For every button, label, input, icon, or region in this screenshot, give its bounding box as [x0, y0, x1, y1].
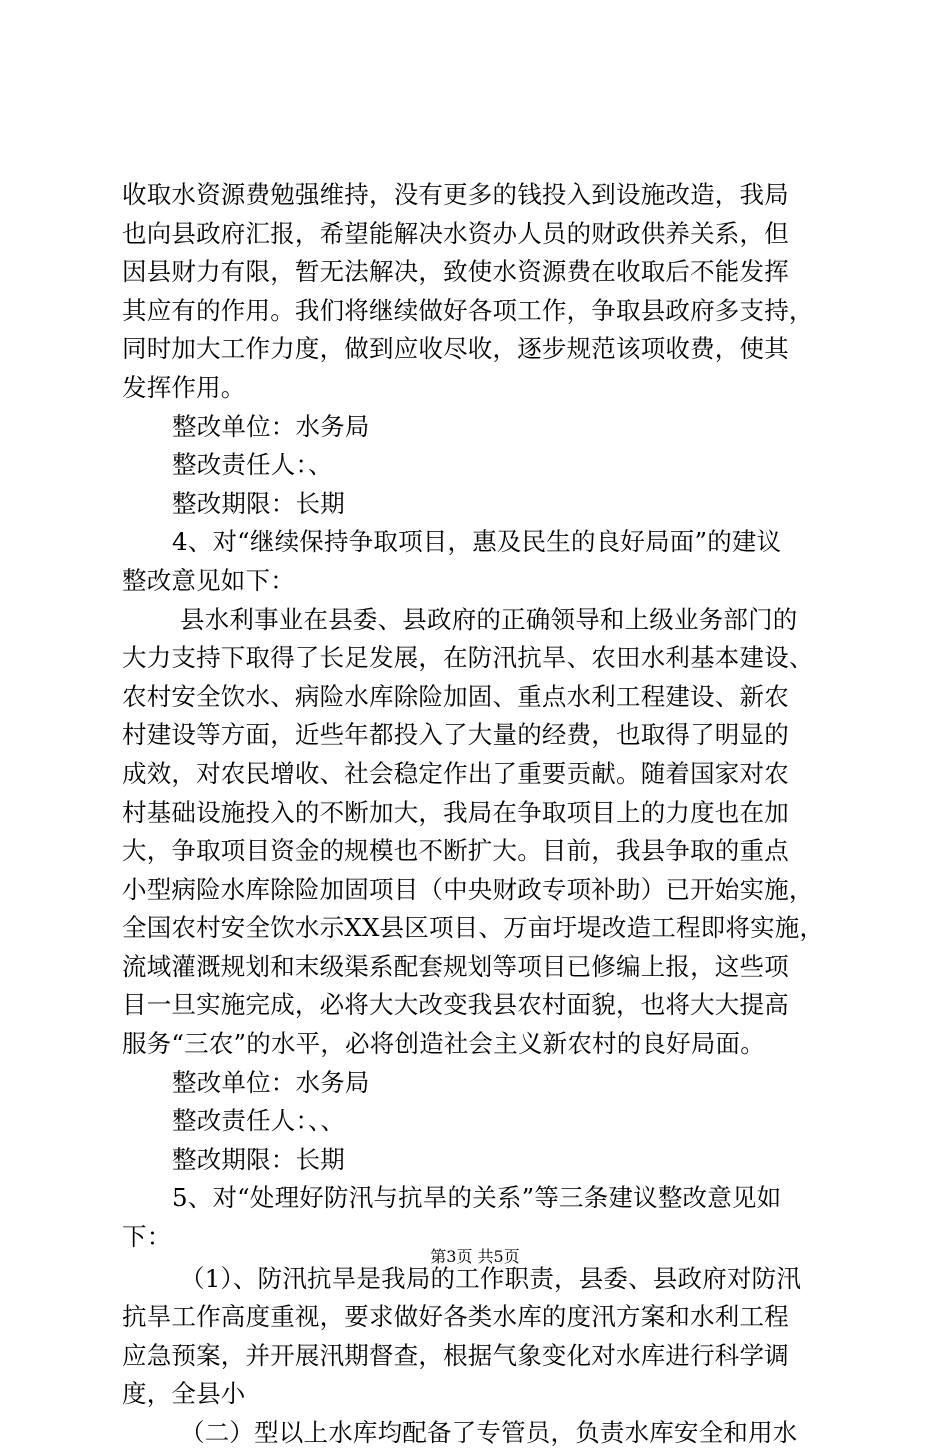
paragraph-line: 抗旱工作高度重视，要求做好各类水库的度汛方案和水利工程	[122, 1302, 789, 1332]
paragraph-line: 发挥作用。	[122, 372, 246, 402]
paragraph-line: 收取水资源费勉强维持，没有更多的钱投入到设施改造，我局	[122, 180, 789, 209]
rectification-unit: 整改单位：水务局	[172, 1067, 370, 1097]
page-footer: 第3页 共5页	[430, 1247, 520, 1266]
paragraph-line: 县水利事业在县委、县政府的正确领导和上级业务部门的	[180, 604, 798, 634]
paragraph-line: 小型病险水库除险加固项目（中央财政专项补助）已开始实施，	[122, 874, 814, 904]
paragraph-line: 大力支持下取得了长足发展，在防汛抗旱、农田水利基本建设、	[122, 643, 814, 673]
paragraph-line: 全国农村安全饮水示XX县区项目、万亩圩堤改造工程即将实施，	[122, 913, 825, 943]
paragraph-line: 村建设等方面，近些年都投入了大量的经费，也取得了明显的	[122, 720, 789, 750]
paragraph-line: 也向县政府汇报，希望能解决水资办人员的财政供养关系，但	[122, 218, 789, 248]
paragraph-line: 应急预案，并开展汛期督查，根据气象变化对水库进行科学调	[122, 1340, 789, 1370]
section-heading-continued: 下：	[122, 1222, 172, 1252]
rectification-deadline: 整改期限：长期	[172, 1144, 345, 1174]
paragraph-line: 服务“三农”的水平，必将创造社会主义新农村的良好局面。	[122, 1029, 765, 1059]
paragraph-line: （1）、防汛抗旱是我局的工作职责，县委、县政府对防汛	[180, 1263, 802, 1293]
paragraph-line: 因县财力有限，暂无法解决，致使水资源费在收取后不能发挥	[122, 257, 789, 287]
paragraph-line: 度，全县小	[122, 1379, 246, 1409]
rectification-unit: 整改单位：水务局	[172, 411, 370, 441]
section-heading-continued: 整改意见如下：	[122, 565, 295, 595]
paragraph-line: 农村安全饮水、病险水库除险加固、重点水利工程建设、新农	[122, 681, 789, 711]
paragraph-line: （二）型以上水库均配备了专管员，负责水库安全和用水	[180, 1418, 798, 1447]
paragraph-line: 其应有的作用。我们将继续做好各项工作，争取县政府多支持，	[122, 295, 814, 325]
paragraph-line: 目一旦实施完成，必将大大改变我县农村面貌，也将大大提高	[122, 990, 789, 1020]
rectification-responsible: 整改责任人：、、	[172, 1106, 346, 1136]
section-heading: 4、对“继续保持争取项目，惠及民生的良好局面”的建议	[172, 527, 782, 557]
section-heading: 5、对“处理好防汛与抗旱的关系”等三条建议整改意见如	[172, 1183, 782, 1213]
paragraph-line: 大，争取项目资金的规模也不断扩大。目前，我县争取的重点	[122, 836, 789, 866]
paragraph-line: 村基础设施投入的不断加大，我局在争取项目上的力度也在加	[122, 797, 789, 827]
rectification-responsible: 整改责任人：、	[172, 450, 333, 480]
paragraph-line: 流域灌溉规划和末级渠系配套规划等项目已修编上报，这些项	[122, 951, 789, 981]
paragraph-line: 同时加大工作力度，做到应收尽收，逐步规范该项收费，使其	[122, 334, 789, 364]
rectification-deadline: 整改期限：长期	[172, 488, 345, 518]
paragraph-line: 成效，对农民增收、社会稳定作出了重要贡献。随着国家对农	[122, 758, 789, 788]
